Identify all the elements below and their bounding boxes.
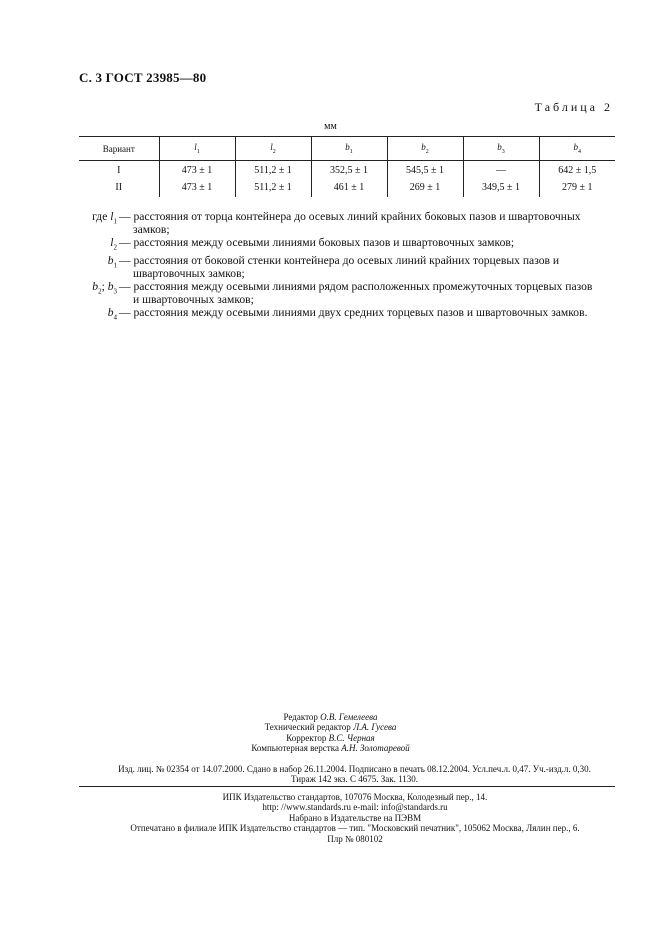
table-cell: 269 ± 1: [387, 179, 463, 197]
publication-line: Тираж 142 экз. С 4675. Зак. 1130.: [290, 774, 419, 785]
definition-text-cont: и швартовочных замков;: [133, 293, 254, 307]
definition-text-cont: замков;: [133, 223, 170, 236]
imprint-line: ИПК Издательство стандартов, 107076 Москва, Колодезный пер., 14.: [222, 792, 488, 802]
definitions-intro: где: [92, 210, 108, 223]
table-caption: Таблица 2: [534, 100, 613, 114]
table-cell: 461 ± 1: [311, 179, 387, 197]
colophon-corrector: Корректор В.С. Черная: [286, 732, 375, 743]
definition-b2-b3: $b_2$; $b_3$ — расстояния между осевыми линиями рядом расположенных промежуточных торцевых пазов и швартовочных замков;: [79, 280, 615, 306]
column-header-l1: $l_1$: [159, 137, 235, 161]
table-cell: 279 ± 1: [539, 179, 615, 197]
table-cell: 545,5 ± 1: [387, 161, 463, 179]
definition-l2: $l_2$ — расстояния между осевыми линиями боковых пазов и швартовочных замков;: [110, 236, 515, 252]
table-cell: II: [115, 182, 123, 193]
definition-b4: $b_4$ — расстояния между осевыми линиями двух средних торцевых пазов и швартовочных замков.: [107, 306, 588, 322]
colophon: [0, 712, 661, 754]
publication-line: Изд. лиц. № 02354 от 14.07.2000. Сдано в набор 26.11.2004. Подписано в печать 08.12.2004. Усл.печ.л. 0,47. Уч.-изд.л. 0,30.: [118, 764, 591, 774]
imprint-line: Набрано в Издательстве на ПЭВМ: [288, 812, 422, 823]
definition-text: — расстояния между осевыми линиями рядом расположенных промежуточных торцевых пазов: [119, 280, 593, 294]
definition-b1: $b_1$ — расстояния от боковой стенки контейнера до осевых линий крайних торцевых пазов и швартовочных замков;: [79, 254, 615, 280]
divider: [79, 786, 615, 787]
column-header-b1: $b_1$: [311, 137, 387, 161]
table-cell: —: [463, 161, 539, 179]
table-units: мм: [324, 121, 337, 132]
table-cell: 349,5 ± 1: [463, 179, 539, 197]
table-cell: 511,2 ± 1: [235, 179, 311, 197]
table-cell: 352,5 ± 1: [311, 161, 387, 179]
imprint-line: http: //www.standards.ru e-mail: info@standards.ru: [262, 802, 448, 813]
definitions-list: [79, 210, 615, 325]
imprint-line: Отпечатано в филиале ИПК Издательство стандартов — тип. "Московский печатник", 105062 Москва, Лялин пер., 6.: [130, 823, 580, 834]
definition-text-cont: швартовочных замков;: [133, 267, 245, 281]
definition-text: — расстояния между осевыми линиями боковых пазов и швартовочных замков;: [119, 236, 515, 249]
table-cell: 473 ± 1: [159, 161, 235, 179]
definition-text: — расстояния от боковой стенки контейнера до осевых линий крайних торцевых пазов и: [119, 254, 560, 268]
column-header-b3: $b_3$: [463, 137, 539, 161]
table-row: [79, 161, 615, 179]
table-cell: 473 ± 1: [159, 179, 235, 197]
table-cell: 511,2 ± 1: [235, 161, 311, 179]
table-cell: 642 ± 1,5: [539, 161, 615, 179]
colophon-tech-editor: Технический редактор Л.А. Гусева: [264, 722, 397, 733]
table-cell: I: [117, 164, 121, 176]
column-header-b4: $b_4$: [539, 137, 615, 161]
imprint-footer: [79, 792, 631, 844]
publication-info: [79, 764, 630, 785]
dimensions-table: [79, 136, 615, 197]
definition-l1: где $l_1$ — расстояния от торца контейнера до осевых линий крайних боковых пазов и швартовочных замков;: [79, 210, 615, 236]
table-row: [79, 179, 615, 197]
colophon-layout: Компьютерная верстка А.Н. Золотаревой: [251, 743, 410, 754]
table-header-row: [79, 137, 615, 161]
column-header-l2: $l_2$: [235, 137, 311, 161]
colophon-editor: Редактор О.В. Гемелеева: [283, 712, 378, 722]
column-header-variant: Вариант: [102, 143, 135, 154]
page-header: С. 3 ГОСТ 23985—80: [79, 70, 207, 85]
column-header-b2: $b_2$: [387, 137, 463, 161]
definition-text: — расстояния между осевыми линиями двух средних торцевых пазов и швартовочных замков.: [119, 306, 588, 320]
definition-text: — расстояния от торца контейнера до осевых линий крайних боковых пазов и швартовочных: [119, 210, 581, 223]
imprint-line: Плр № 080102: [327, 833, 383, 844]
